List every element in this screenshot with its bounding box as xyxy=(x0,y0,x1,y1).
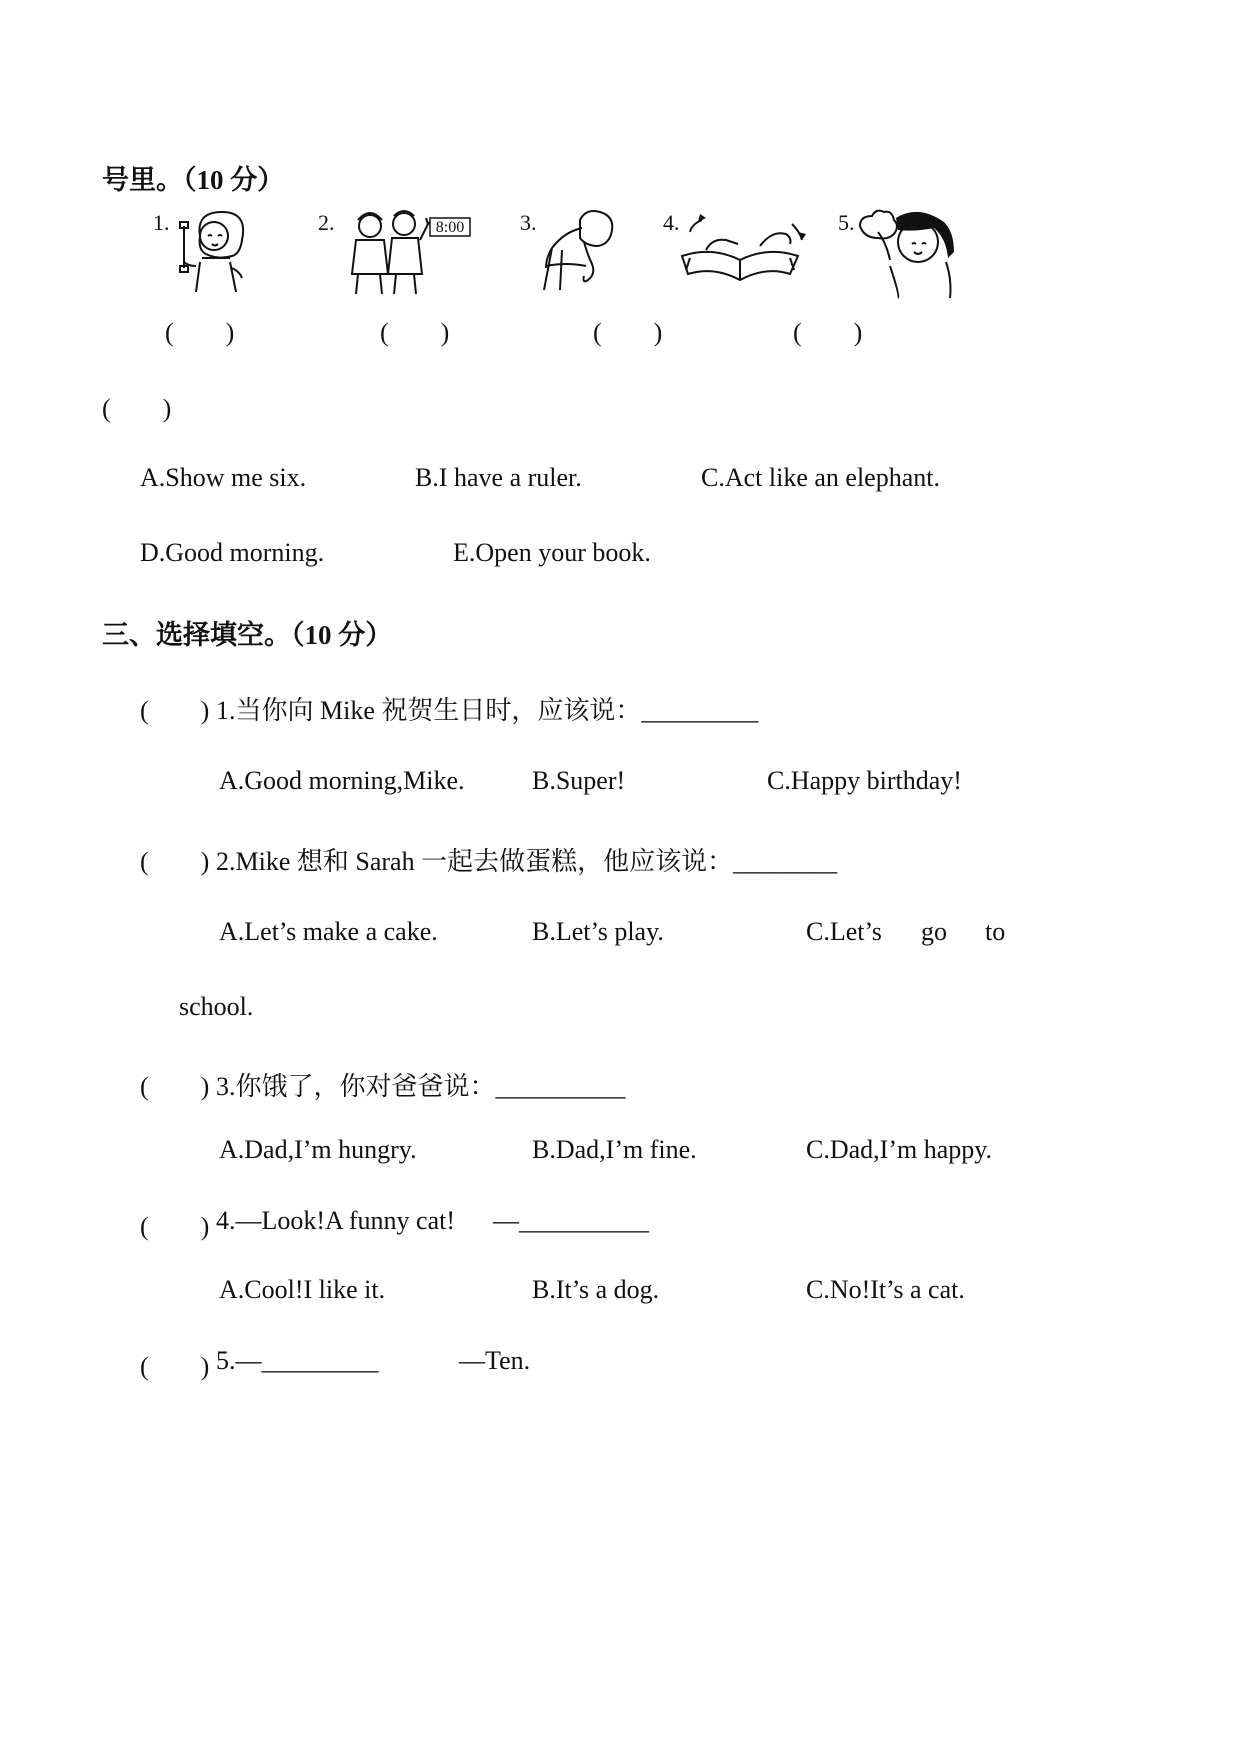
question-1-bracket[interactable]: ( ) xyxy=(140,696,210,725)
question-1-option-c: C.Happy birthday! xyxy=(767,766,962,795)
picture-2-answer-bracket[interactable]: ( ) xyxy=(380,318,450,347)
question-2-option-c-word-1: C.Let’s xyxy=(806,917,882,946)
section-2-heading: 号里。（10 分） xyxy=(102,165,285,195)
boy-acting-like-elephant-icon xyxy=(536,206,626,296)
question-3-option-c: C.Dad,I’m happy. xyxy=(806,1135,993,1164)
two-people-greeting-icon xyxy=(334,206,474,298)
option-d: D.Good morning. xyxy=(140,538,325,567)
picture-2-number: 2. xyxy=(318,210,335,235)
question-2-option-a: A.Let’s make a cake. xyxy=(219,917,438,946)
question-2-option-c-word-2: go xyxy=(921,917,947,946)
option-b: B.I have a ruler. xyxy=(415,463,582,492)
picture-5-answer-bracket[interactable]: ( ) xyxy=(102,394,172,423)
question-4-option-c: C.No!It’s a cat. xyxy=(806,1275,965,1304)
question-1-option-b: B.Super! xyxy=(532,766,626,795)
picture-4-answer-bracket[interactable]: ( ) xyxy=(793,318,863,347)
question-1-stem: 1.当你向 Mike 祝贺生日时，应该说：_________ xyxy=(216,696,759,725)
question-2-stem: 2.Mike 想和 Sarah 一起去做蛋糕，他应该说：________ xyxy=(216,847,838,876)
question-4-option-b: B.It’s a dog. xyxy=(532,1275,660,1304)
option-a: A.Show me six. xyxy=(140,463,307,492)
question-2-bracket[interactable]: ( ) xyxy=(140,847,210,876)
question-5-answer: —Ten. xyxy=(459,1346,531,1375)
question-3-stem: 3.你饿了，你对爸爸说：__________ xyxy=(216,1072,626,1101)
picture-1-number: 1. xyxy=(153,210,170,235)
question-3-option-b: B.Dad,I’m fine. xyxy=(532,1135,697,1164)
hands-opening-book-icon xyxy=(676,206,806,284)
picture-4-number: 4. xyxy=(663,210,680,235)
question-2-option-c-word-3: to xyxy=(985,917,1006,946)
picture-5-number: 5. xyxy=(838,210,855,235)
question-4-option-a: A.Cool!I like it. xyxy=(219,1275,386,1304)
question-4-answer-blank[interactable]: —__________ xyxy=(493,1206,649,1235)
picture-3-answer-bracket[interactable]: ( ) xyxy=(593,318,663,347)
question-1-option-a: A.Good morning,Mike. xyxy=(219,766,465,795)
girl-showing-six-icon xyxy=(856,206,960,298)
girl-holding-ruler-icon xyxy=(172,206,252,296)
question-3-bracket[interactable]: ( ) xyxy=(140,1072,210,1101)
question-4-stem: 4.—Look!A funny cat! xyxy=(216,1206,456,1235)
option-c: C.Act like an elephant. xyxy=(701,463,940,492)
option-e: E.Open your book. xyxy=(453,538,651,567)
question-2-option-b: B.Let’s play. xyxy=(532,917,664,946)
section-3-heading: 三、选择填空。（10 分） xyxy=(102,620,393,650)
question-4-bracket[interactable]: ( ) xyxy=(140,1212,210,1241)
picture-1-answer-bracket[interactable]: ( ) xyxy=(165,318,235,347)
question-5-stem: 5.—_________ xyxy=(216,1346,379,1375)
clock-time: 8:00 xyxy=(435,219,465,236)
picture-3-number: 3. xyxy=(520,210,537,235)
question-3-option-a: A.Dad,I’m hungry. xyxy=(219,1135,417,1164)
question-2-option-c-word-4: school. xyxy=(179,992,254,1021)
question-5-bracket[interactable]: ( ) xyxy=(140,1352,210,1381)
